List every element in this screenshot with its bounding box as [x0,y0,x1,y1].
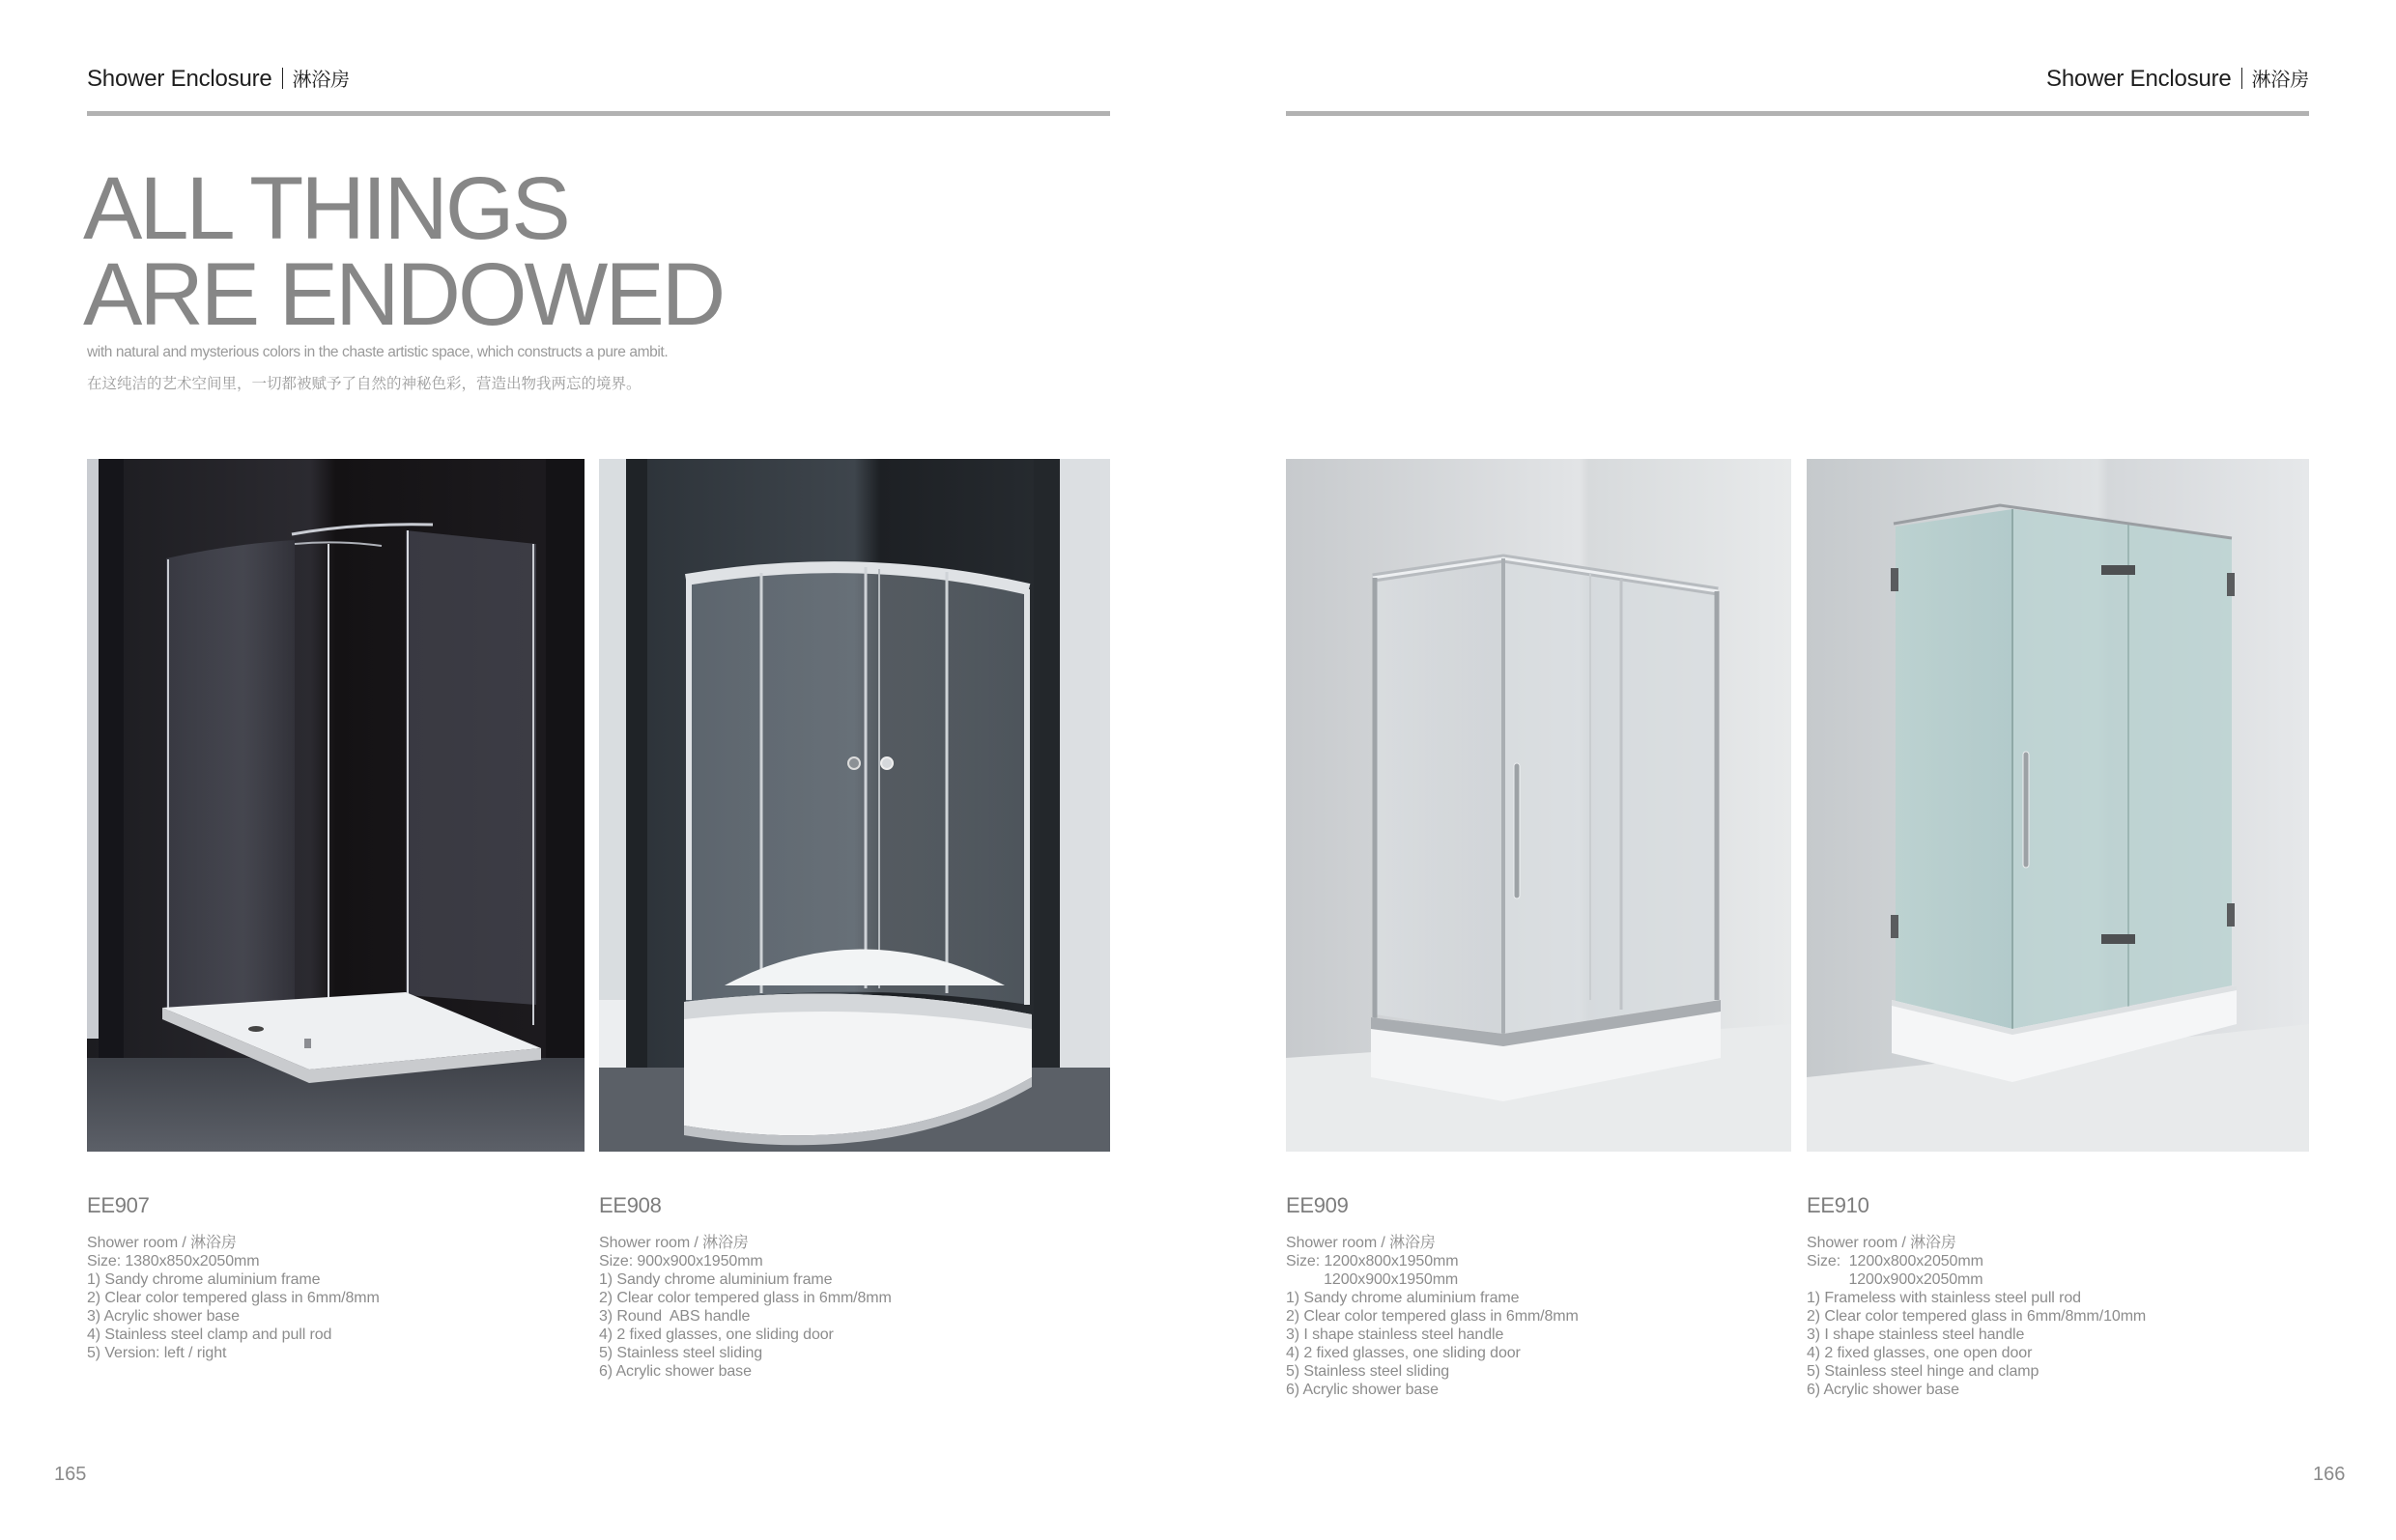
spec-line: 3) Round ABS handle [599,1308,751,1325]
header-rule-right [1286,111,2309,116]
shower-enclosure-walk-in-dark-photo [87,459,585,1152]
spec-line: Size: 900x900x1950mm [599,1253,763,1269]
section-title-cn: 淋浴房 [2251,70,2309,91]
section-title-en: Shower Enclosure [87,66,272,92]
spec-line: 3) I shape stainless steel handle [1286,1326,1504,1343]
product-code: EE910 [1807,1193,1869,1217]
spec-line: 6) Acrylic shower base [599,1363,752,1380]
headline-line-2: ARE ENDOWED [83,245,724,344]
headline [83,159,724,344]
spec-line: 2) Clear color tempered glass in 6mm/8mm [87,1290,380,1306]
spec-line: 5) Stainless steel sliding [1286,1363,1450,1380]
spec-line: Shower room / 淋浴房 [599,1235,749,1251]
spec-line: 1) Frameless with stainless steel pull rod [1807,1290,2081,1306]
shower-enclosure-quadrant-dark-photo [599,459,1110,1152]
product-photo-ee907 [87,459,585,1152]
spec-line: 1200x900x2050mm [1807,1271,1983,1288]
product-photo-ee909 [1286,459,1791,1152]
spec-line: 3) Acrylic shower base [87,1308,240,1325]
product-photo-ee910 [1807,459,2309,1152]
spec-line: 4) 2 fixed glasses, one sliding door [1286,1345,1521,1361]
product-code: EE909 [1286,1193,1349,1217]
spec-line: 5) Stainless steel hinge and clamp [1807,1363,2039,1380]
spec-line: 2) Clear color tempered glass in 6mm/8mm/10mm [1807,1308,2147,1325]
spec-line: 1200x900x1950mm [1286,1271,1459,1288]
header-rule-left [87,111,1110,116]
product-card-ee908 [599,1191,1101,1381]
spec-line: 6) Acrylic shower base [1286,1382,1439,1398]
spec-line: Shower room / 淋浴房 [1807,1235,1956,1251]
spec-line: 4) Stainless steel clamp and pull rod [87,1326,332,1343]
page-number-left: 165 [54,1464,87,1485]
shower-enclosure-rectangular-sliding-photo [1286,459,1791,1152]
product-photo-ee908 [599,459,1110,1152]
spec-line: Size: 1200x800x1950mm [1286,1253,1459,1269]
spec-line: 3) I shape stainless steel handle [1807,1326,2025,1343]
header-divider [2241,68,2242,89]
intro-text [87,342,668,395]
header-divider [282,68,283,89]
spec-line: 2) Clear color tempered glass in 6mm/8mm [1286,1308,1579,1325]
product-card-ee907 [87,1191,589,1362]
spec-line: 1) Sandy chrome aluminium frame [599,1271,833,1288]
page-number-right: 166 [2313,1464,2346,1485]
spec-line: Shower room / 淋浴房 [87,1235,237,1251]
spec-line: 4) 2 fixed glasses, one open door [1807,1345,2033,1361]
intro-cn: 在这纯洁的艺术空间里，一切都被赋予了自然的神秘色彩，营造出物我两忘的境界。 [87,376,642,392]
spec-line: 5) Version: left / right [87,1345,227,1361]
spec-line: Size: 1200x800x2050mm [1807,1253,1983,1269]
product-card-ee909 [1286,1191,1788,1399]
spec-line: Shower room / 淋浴房 [1286,1235,1436,1251]
shower-enclosure-frameless-hinged-photo [1807,459,2309,1152]
section-title-cn: 淋浴房 [292,70,350,91]
headline-line-1: ALL THINGS [83,159,568,258]
spec-line: 5) Stainless steel sliding [599,1345,763,1361]
section-title-en: Shower Enclosure [2046,66,2232,92]
spec-line: 2) Clear color tempered glass in 6mm/8mm [599,1290,892,1306]
spec-line: 6) Acrylic shower base [1807,1382,1959,1398]
section-header-left [87,64,350,96]
intro-en: with natural and mysterious colors in the chaste artistic space, which constructs a pure ambit. [87,344,669,360]
section-header-right [2046,64,2309,96]
spec-line: 1) Sandy chrome aluminium frame [87,1271,321,1288]
product-code: EE907 [87,1193,150,1217]
spec-line: 4) 2 fixed glasses, one sliding door [599,1326,834,1343]
product-code: EE908 [599,1193,662,1217]
spec-line: 1) Sandy chrome aluminium frame [1286,1290,1520,1306]
product-card-ee910 [1807,1191,2309,1399]
spec-line: Size: 1380x850x2050mm [87,1253,260,1269]
